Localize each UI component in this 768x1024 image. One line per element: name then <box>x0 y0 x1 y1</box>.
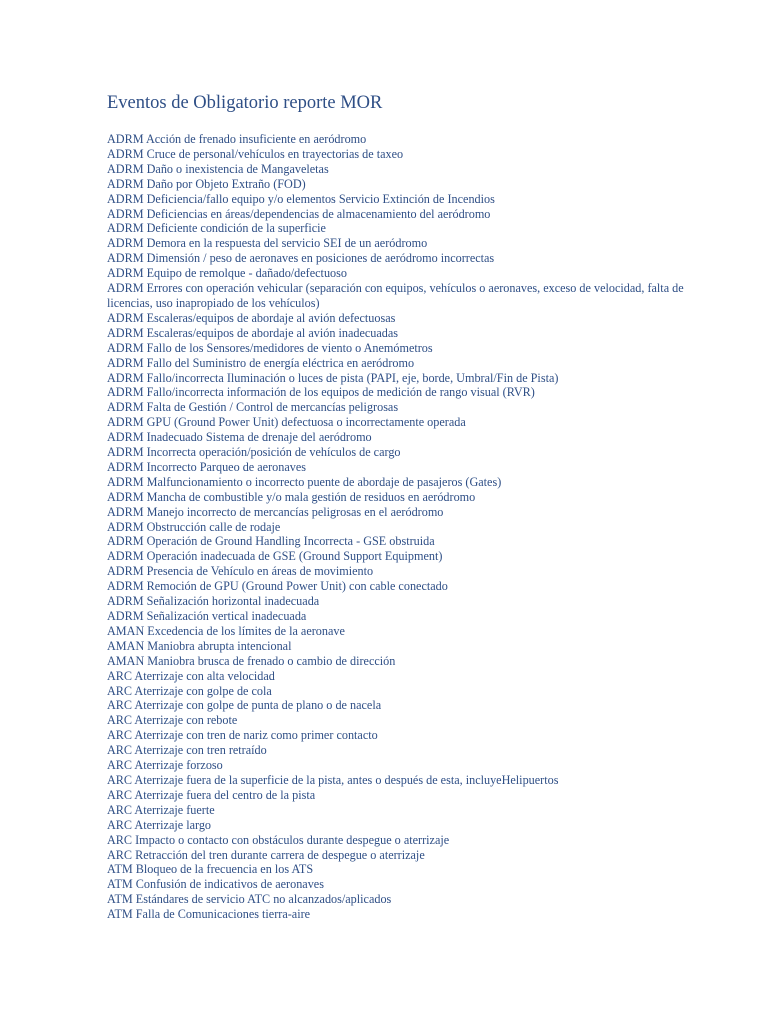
event-item: ADRM Fallo del Suministro de energía eléctrica en aeródromo <box>107 355 415 370</box>
event-item: ADRM Acción de frenado insuficiente en aeródromo <box>107 132 367 146</box>
event-item: ADRM Equipo de remolque - dañado/defectuoso <box>107 266 347 281</box>
event-item: ADRM Fallo/incorrecta Iluminación o luces de pista (PAPI, eje, borde, Umbral/Fin de Pista) <box>107 370 559 385</box>
event-item: ADRM Escaleras/equipos de abordaje al avión inadecuadas <box>107 325 399 340</box>
event-item: ADRM Deficiente condición de la superficie <box>107 221 326 236</box>
event-item: ADRM Operación de Ground Handling Incorrecta - GSE obstruida <box>107 534 435 549</box>
event-item: ATM Estándares de servicio ATC no alcanzados/aplicados <box>107 892 392 907</box>
event-item: ARC Aterrizaje largo <box>107 817 212 832</box>
event-item: AMAN Excedencia de los límites de la aeronave <box>107 623 345 638</box>
event-item: ARC Aterrizaje forzoso <box>107 758 223 773</box>
event-item: ADRM Demora en la respuesta del servicio SEI de un aeródromo <box>107 236 428 251</box>
event-item: ATM Confusión de indicativos de aeronaves <box>107 877 324 892</box>
event-item: ARC Aterrizaje con tren retraído <box>107 743 267 758</box>
event-item: ADRM Fallo de los Sensores/medidores de viento o Anemómetros <box>107 340 433 355</box>
document-page <box>107 91 727 922</box>
event-item: ADRM Escaleras/equipos de abordaje al avión defectuosas <box>107 310 396 325</box>
event-item: ADRM GPU (Ground Power Unit) defectuosa o incorrectamente operada <box>107 415 466 430</box>
event-item: ARC Aterrizaje fuerte <box>107 802 215 817</box>
event-item: ADRM Daño o inexistencia de Mangaveletas <box>107 161 329 176</box>
event-item: ARC Aterrizaje con golpe de punta de plano o de nacela <box>107 698 382 713</box>
document-title: Eventos de Obligatorio reporte MOR <box>107 93 383 113</box>
event-list <box>107 132 727 922</box>
event-item: ADRM Remoción de GPU (Ground Power Unit) con cable conectado <box>107 579 448 594</box>
event-item: ATM Falla de Comunicaciones tierra-aire <box>107 907 311 922</box>
event-item: ADRM Deficiencias en áreas/dependencias de almacenamiento del aeródromo <box>107 206 491 221</box>
event-item: AMAN Maniobra brusca de frenado o cambio de dirección <box>107 653 396 668</box>
event-item: ADRM Señalización horizontal inadecuada <box>107 594 320 609</box>
event-item: ADRM Obstrucción calle de rodaje <box>107 519 281 534</box>
event-item: ADRM Incorrecta operación/posición de vehículos de cargo <box>107 445 401 460</box>
event-item: ADRM Mancha de combustible y/o mala gestión de residuos en aeródromo <box>107 489 476 504</box>
event-item: ATM Bloqueo de la frecuencia en los ATS <box>107 862 314 877</box>
event-item: ADRM Deficiencia/fallo equipo y/o elementos Servicio Extinción de Incendios <box>107 191 495 206</box>
event-item: AMAN Maniobra abrupta intencional <box>107 638 292 653</box>
event-item: ARC Aterrizaje fuera del centro de la pista <box>107 787 316 802</box>
event-item: ARC Impacto o contacto con obstáculos durante despegue o aterrizaje <box>107 832 450 847</box>
event-item: ADRM Daño por Objeto Extraño (FOD) <box>107 176 306 191</box>
event-item: ADRM Dimensión / peso de aeronaves en posiciones de aeródromo incorrectas <box>107 251 495 266</box>
event-item: ADRM Incorrecto Parqueo de aeronaves <box>107 459 306 474</box>
event-item: ARC Aterrizaje con tren de nariz como primer contacto <box>107 728 378 743</box>
event-item: ADRM Cruce de personal/vehículos en trayectorias de taxeo <box>107 146 404 161</box>
event-item: ADRM Presencia de Vehículo en áreas de movimiento <box>107 564 374 579</box>
event-item: ARC Aterrizaje fuera de la superficie de la pista, antes o después de esta, incluyeHelipuertos <box>107 772 559 787</box>
event-item: ADRM Señalización vertical inadecuada <box>107 609 307 623</box>
event-item: ARC Aterrizaje con rebote <box>107 713 238 728</box>
event-item: ADRM Inadecuado Sistema de drenaje del aeródromo <box>107 430 372 445</box>
event-item: ARC Aterrizaje con alta velocidad <box>107 668 275 683</box>
event-item: ADRM Manejo incorrecto de mercancías peligrosas en el aeródromo <box>107 504 444 519</box>
event-item: ARC Aterrizaje con golpe de cola <box>107 683 272 698</box>
event-item: ADRM Operación inadecuada de GSE (Ground Support Equipment) <box>107 549 443 564</box>
event-item: ADRM Fallo/incorrecta información de los equipos de medición de rango visual (RVR) <box>107 385 535 400</box>
event-item: ADRM Falta de Gestión / Control de mercancías peligrosas <box>107 400 399 415</box>
event-item: ADRM Errores con operación vehicular (separación con equipos, vehículos o aeronaves, exceso de velocidad, falta de licencias, uso inapropiado de los vehículos) <box>107 281 684 310</box>
event-item: ADRM Malfuncionamiento o incorrecto puente de abordaje de pasajeros (Gates) <box>107 474 502 489</box>
event-item: ARC Retracción del tren durante carrera de despegue o aterrizaje <box>107 847 425 862</box>
